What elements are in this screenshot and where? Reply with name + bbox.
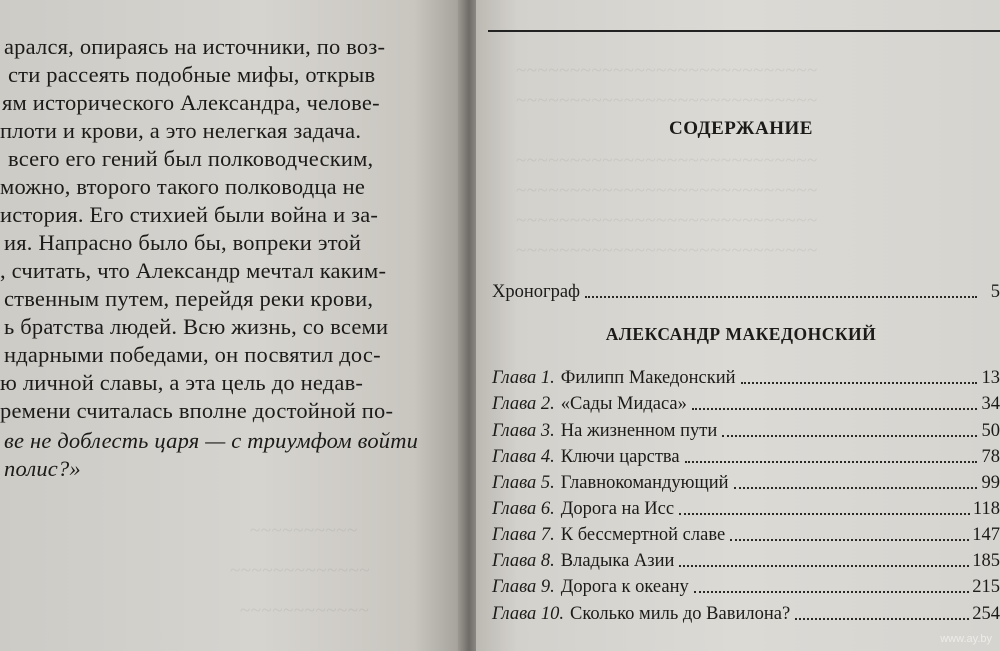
toc-page-number: 99: [981, 473, 1000, 493]
toc-title: СОДЕРЖАНИЕ: [669, 118, 813, 139]
bleed-through-text: ~~~~~~~~~~~~~~~~~~~~~~~~~~~~: [516, 180, 818, 201]
toc-dot-leader: [734, 487, 977, 489]
toc-page-number: 50: [981, 421, 1000, 441]
toc-page-number: 34: [981, 394, 1000, 414]
toc-dot-leader: [585, 296, 977, 298]
left-text-line: сти рассеять подобные мифы, открыв: [8, 62, 376, 87]
toc-chapter-label: Глава 1.: [492, 368, 555, 388]
bleed-through-text: ~~~~~~~~~~~~~~~~~~~~~~~~~~~~: [516, 150, 818, 171]
toc-row-chapter: [492, 551, 1000, 572]
quote-line: полис?»: [4, 456, 81, 481]
toc-chapter-label: Глава 10.: [492, 604, 564, 624]
toc-row-chapter: [492, 604, 1000, 625]
toc-row-intro: [492, 282, 1000, 303]
toc-dot-leader: [679, 565, 969, 567]
toc-row-chapter: [492, 473, 1000, 494]
left-text-line: история. Его стихией были война и за-: [0, 202, 379, 227]
toc-dot-leader: [692, 408, 977, 410]
toc-entry-title: Владыка Азии: [560, 551, 675, 571]
quote-line: ве не доблесть царя — с триумфом войти: [4, 428, 419, 453]
toc-row-chapter: [492, 447, 1000, 468]
left-text-line: ия. Напрасно было бы, вопреки этой: [4, 230, 362, 255]
toc-dot-leader: [741, 382, 977, 384]
toc-chapter-label: Глава 6.: [492, 499, 555, 519]
left-text-line: ям исторического Александра, челове-: [2, 90, 380, 115]
right-page: [476, 0, 1000, 651]
toc-entry-title: Сколько миль до Вавилона?: [570, 604, 791, 624]
toc-entry-title: Главнокомандующий: [560, 473, 729, 493]
left-text-line: ю личной славы, а эта цель до недав-: [0, 370, 364, 395]
header-rule: [488, 30, 1000, 32]
left-page: [0, 0, 470, 651]
bleed-through-text: ~~~~~~~~~~~~~~~~~~~~~~~~~~~~: [516, 210, 818, 231]
bleed-through-text: ~~~~~~~~~~~~: [240, 600, 370, 621]
toc-row-chapter: [492, 577, 1000, 598]
toc-entry-title: На жизненном пути: [560, 421, 718, 441]
toc-page-number: 13: [981, 368, 1000, 388]
toc-dot-leader: [730, 539, 969, 541]
toc-chapter-label: Глава 5.: [492, 473, 555, 493]
toc-entry-title: К бессмертной славе: [560, 525, 726, 545]
left-text-line: можно, второго такого полководца не: [0, 174, 366, 199]
toc-chapter-label: Глава 3.: [492, 421, 555, 441]
toc-row-chapter: [492, 421, 1000, 442]
toc-dot-leader: [685, 461, 977, 463]
left-text-line: , считать, что Александр мечтал каким-: [0, 258, 387, 283]
toc-entry-title: Ключи царства: [560, 447, 680, 467]
section-title: АЛЕКСАНДР МАКЕДОНСКИЙ: [605, 324, 877, 344]
left-text-line: плоти и крови, а это нелегкая задача.: [0, 118, 362, 143]
toc-page-number: 185: [972, 551, 1000, 571]
left-text-line: всего его гений был полководческим,: [8, 146, 374, 171]
toc-entry-title: Дорога к океану: [560, 577, 689, 597]
toc-page-number: 215: [972, 577, 1000, 597]
toc-entry-title: Дорога на Исс: [560, 499, 675, 519]
left-text-line: арался, опираясь на источники, по воз-: [4, 34, 386, 59]
toc-page-number: 78: [981, 447, 1000, 467]
toc-row-chapter: [492, 394, 1000, 415]
left-text-line: ремени считалась вполне достойной по-: [0, 398, 394, 423]
bleed-through-text: ~~~~~~~~~~: [250, 520, 358, 541]
toc-chapter-label: Глава 4.: [492, 447, 555, 467]
left-text-line: ндарными победами, он посвятил дос-: [4, 342, 381, 367]
toc-chapter-label: Глава 8.: [492, 551, 555, 571]
bleed-through-text: ~~~~~~~~~~~~~~~~~~~~~~~~~~~~: [516, 90, 818, 111]
toc-chapter-label: Глава 7.: [492, 525, 555, 545]
toc-page-number: 118: [972, 499, 1000, 519]
toc-row-chapter: [492, 499, 1000, 520]
bleed-through-text: ~~~~~~~~~~~~~~~~~~~~~~~~~~~~: [516, 60, 818, 81]
toc-entry-title: Филипп Македонский: [560, 368, 736, 388]
bleed-through-text: ~~~~~~~~~~~~~~~~~~~~~~~~~~~~: [516, 240, 818, 261]
toc-row-chapter: [492, 525, 1000, 546]
watermark: www.ay.by: [940, 633, 992, 645]
toc-entry-title: «Сады Мидаса»: [560, 394, 687, 414]
toc-dot-leader: [795, 618, 969, 620]
toc-dot-leader: [694, 591, 970, 593]
toc-page-number: 147: [972, 525, 1000, 545]
toc-dot-leader: [722, 435, 977, 437]
toc-chapter-label: Глава 2.: [492, 394, 555, 414]
left-text-line: ственным путем, перейдя реки крови,: [4, 286, 374, 311]
toc-chapter-label: Глава 9.: [492, 577, 555, 597]
toc-page-number: 5: [990, 282, 1000, 302]
toc-row-chapter: [492, 368, 1000, 389]
toc-page-number: 254: [972, 604, 1000, 624]
toc-entry-title: Хронограф: [492, 282, 581, 302]
toc-dot-leader: [679, 513, 970, 515]
bleed-through-text: ~~~~~~~~~~~~~: [230, 560, 371, 581]
left-text-line: ь братства людей. Всю жизнь, со всеми: [4, 314, 389, 339]
